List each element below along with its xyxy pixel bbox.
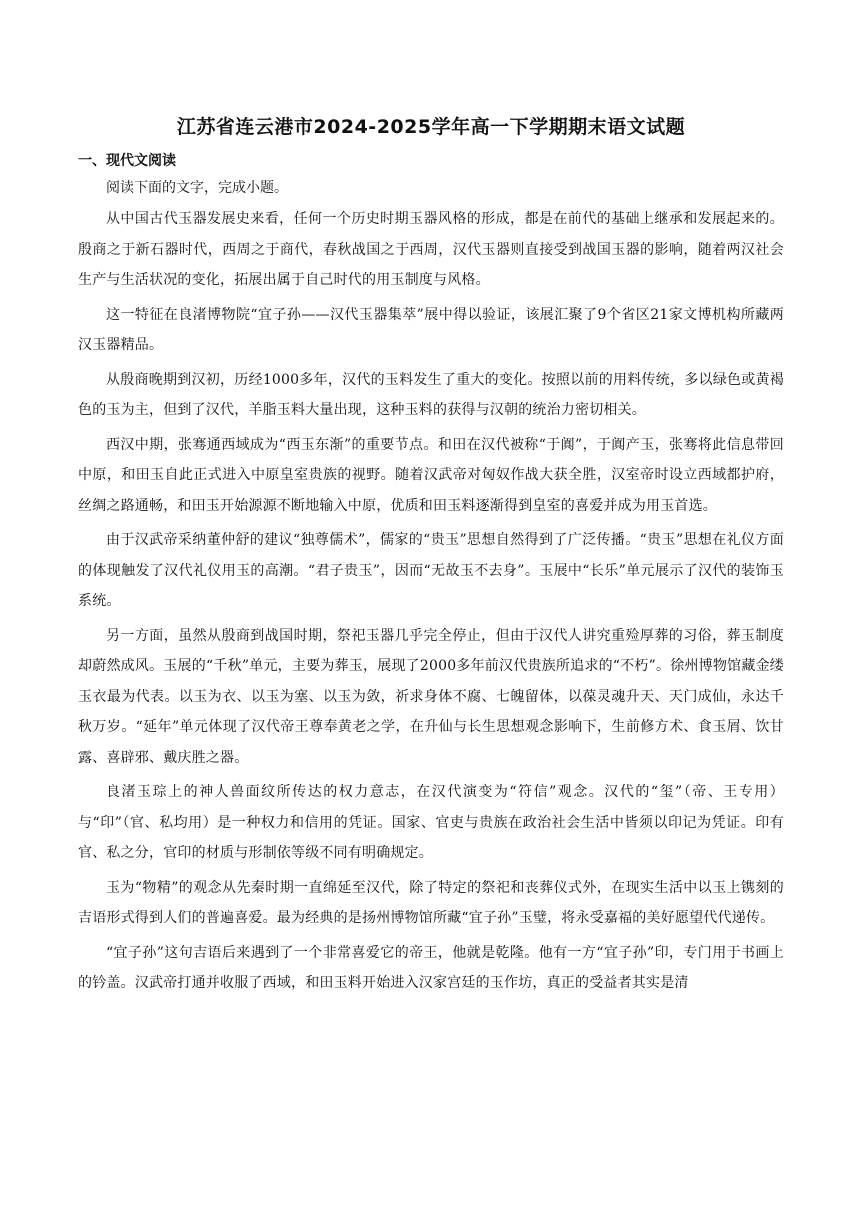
paragraph: 由于汉武帝采纳董仲舒的建议“独尊儒术”，儒家的“贵玉”思想自然得到了广泛传播。“贵玉”思想在礼仪方面的体现触发了汉代礼仪用玉的高潮。“君子贵玉”，因而“无故玉不去身”。玉展中“长乐”单元展示了汉代的装饰玉系统。 (78, 532, 784, 609)
reading-instruction: 阅读下面的文字，完成小题。 (106, 180, 288, 196)
paragraph: 良渚玉琮上的神人兽面纹所传达的权力意志，在汉代演变为“符信”观念。汉代的“玺”（帝、王专用）与“印”（官、私均用）是一种权力和信用的凭证。国家、官吏与贵族在政治社会生活中皆须以印记为凭证。印有官、私之分，官印的材质与形制依等级不同有明确规定。 (78, 784, 784, 861)
paragraph: 从中国古代玉器发展史来看，任何一个历史时期玉器风格的形成，都是在前代的基础上继承和发展起来的。殷商之于新石器时代，西周之于商代，春秋战国之于西周，汉代玉器则直接受到战国玉器的影响，随着两汉社会生产与生活状况的变化，拓展出属于自己时代的用玉制度与风格。 (78, 211, 784, 288)
document-page (78, 108, 784, 999)
paragraph: 西汉中期，张骞通西域成为“西玉东渐”的重要节点。和田在汉代被称“于阗”，于阗产玉，张骞将此信息带回中原，和田玉自此正式进入中原皇室贵族的视野。随着汉武帝对匈奴作战大获全胜，汉室帝时设立西域都护府，丝绸之路通畅，和田玉开始源源不断地输入中原，优质和田玉料逐渐得到皇室的喜爱并成为用玉首选。 (78, 436, 784, 514)
document-title: 江苏省连云港市2024-2025学年高一下学期期末语文试题 (176, 116, 686, 138)
section-heading: 一、现代文阅读 (78, 153, 176, 169)
paragraph: 这一特征在良渚博物院“宜子孙——汉代玉器集萃”展中得以验证，该展汇聚了9个省区21家文博机构所藏两汉玉器精品。 (78, 306, 784, 353)
paragraph: 从殷商晚期到汉初，历经1000多年，汉代的玉料发生了重大的变化。按照以前的用料传统，多以绿色或黄褐色的玉为主，但到了汉代，羊脂玉料大量出现，这种玉料的获得与汉朝的统治力密切相关。 (78, 371, 784, 418)
paragraph: 另一方面，虽然从殷商到战国时期，祭祀玉器几乎完全停止，但由于汉代人讲究重殓厚葬的习俗，葬玉制度却蔚然成风。玉展的“千秋”单元，主要为葬玉，展现了2000多年前汉代贵族所追求的“不朽”。徐州博物馆藏金缕玉衣最为代表。以玉为衣、以玉为塞、以玉为敛，祈求身体不腐、七魄留体，以葆灵魂升天、天门成仙，永达千秋万岁。“延年”单元体现了汉代帝王尊奉黄老之学，在升仙与长生思想观念影响下，生前修方术、食玉屑、饮甘露、喜辟邪、戴庆胜之器。 (78, 627, 784, 766)
paragraph: 玉为“物精”的观念从先秦时期一直绵延至汉代，除了特定的祭祀和丧葬仪式外，在现实生活中以玉上镌刻的吉语形式得到人们的普遍喜爱。最为经典的是扬州博物馆所藏“宜子孙”玉璧，将永受嘉福的美好愿望代代递传。 (78, 879, 784, 926)
paragraph: “宜子孙”这句吉语后来遇到了一个非常喜爱它的帝王，他就是乾隆。他有一方“宜子孙”印，专门用于书画上的钤盖。汉武帝打通并收服了西域，和田玉料开始进入汉家宫廷的玉作坊，真正的受益者其实是清 (78, 944, 784, 991)
